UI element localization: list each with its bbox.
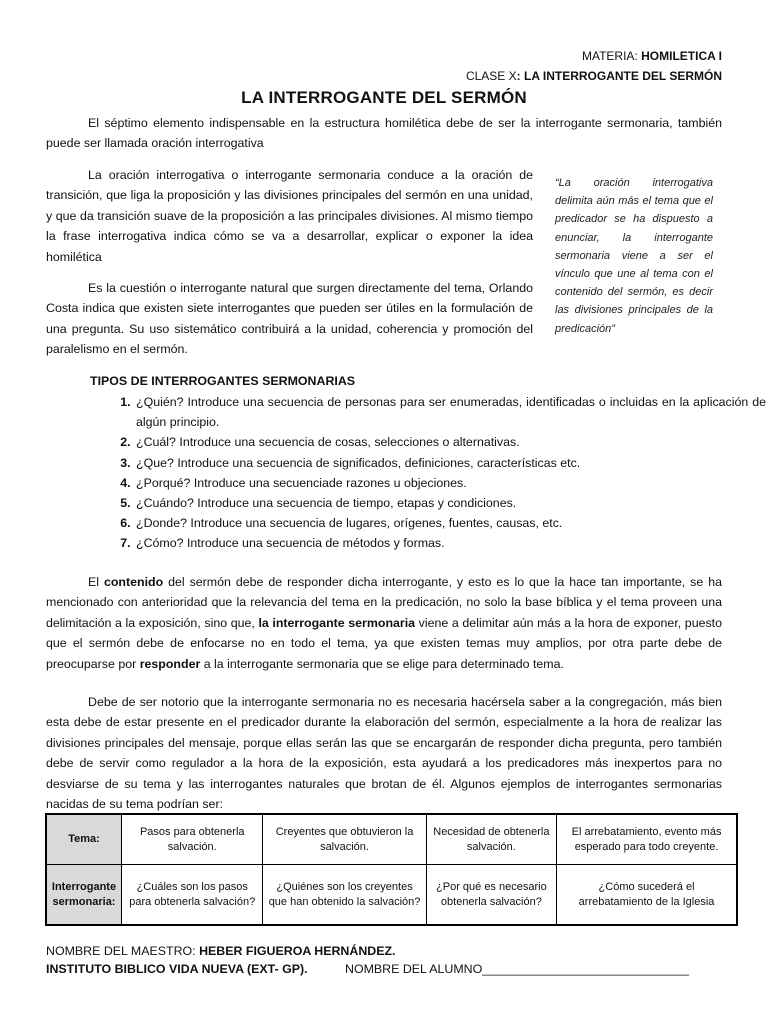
list-item: 6. ¿Donde? Introduce una secuencia de lugares, orígenes, fuentes, causas, etc. xyxy=(134,513,766,533)
side-quote: “La oración interrogativa delimita aún más el tema que el predicador se ha dispuesto a enunciar, la interrogante sermonaria viene a ser el vínculo que une al tema con el contenido del sermón, es decir las divisiones principales de la predicación” xyxy=(555,177,713,335)
tema-label: Tema: xyxy=(46,814,122,865)
list-item: 5. ¿Cuándo? Introduce una secuencia de tiempo, etapas y condiciones. xyxy=(134,493,766,513)
list-item: 4. ¿Porqué? Introduce una secuenciade razones u objeciones. xyxy=(134,473,766,493)
institute-name: INSTITUTO BIBLICO VIDA NUEVA (EXT- GP). xyxy=(46,962,308,976)
table-cell: ¿Cómo sucederá el arrebatamiento de la Iglesia xyxy=(557,865,737,926)
intro-paragraph: El séptimo elemento indispensable en la estructura homilética debe de ser la interrogante sermonaria, también puede ser llamada oración interrogativa xyxy=(46,116,722,151)
transition-paragraph: La oración interrogativa o interrogante sermonaria conduce a la oración de transición, que liga la proposición y las divisiones principales del sermón en una unidad, y que da transición suave de la proposición a las principales divisiones. Al mismo tiempo la frase interrogativa indica cómo se va a desarrollar, explicar o exponer la idea homilética xyxy=(46,168,533,264)
table-cell: El arrebatamiento, evento más esperado para todo creyente. xyxy=(557,814,737,865)
student-name-field: NOMBRE DEL ALUMNO______________________________ xyxy=(345,962,689,976)
header-clase: CLASE X: LA INTERROGANTE DEL SERMÓN xyxy=(465,69,722,83)
table-row xyxy=(46,814,737,865)
list-item: 7. ¿Cómo? Introduce una secuencia de métodos y formas. xyxy=(134,533,766,553)
content-paragraph: El contenido del sermón debe de responder dicha interrogante, y esto es lo que la hace tan importante, se ha mencionado con anterioridad que la relevancia del tema en la predicación, no solo la base bíblica y el tema proveen una delimitación a la exposición, sino que, la interrogante sermonaria viene a delimitar aún más a la hora de exponer, puesto que el sermón debe de enfocarse no en todo el tema, ya que existen temas muy amplios, por otra parte debe de preocuparse por responder a la interrogante sermonaria que se elige para determinado tema. xyxy=(46,575,723,671)
notorious-paragraph: Debe de ser notorio que la interrogante sermonaria no es necesaria hacérsela saber a la congregación, más bien esta debe de estar presente en el predicador durante la elaboración del sermón, especialmente a la hora de realizar las divisiones principales del mensaje, porque ellas serán las que se encargarán de responder dicha pregunta, pero también debe de servir como regulador a la hora de la exposición, esta ayudará a los predicadores más inexpertos para no desviarse de su tema y las interrogantes naturales que brotan de él. Algunos ejemplos de interrogantes sermonarias nacidas de su tema podrían ser: xyxy=(46,695,722,812)
table-row xyxy=(46,865,737,926)
table-cell: Creyentes que obtuvieron la salvación. xyxy=(263,814,426,865)
types-list xyxy=(90,392,766,554)
examples-table xyxy=(45,813,738,926)
list-item: 1. ¿Quién? Introduce una secuencia de personas para ser enumeradas, identificadas o incluidas en la aplicación de algún principio. xyxy=(134,392,766,432)
types-heading: TIPOS DE INTERROGANTES SERMONARIAS xyxy=(90,374,356,388)
table-cell: Pasos para obtenerla salvación. xyxy=(122,814,263,865)
table-cell: ¿Por qué es necesario obtenerla salvación? xyxy=(426,865,557,926)
table-cell: ¿Cuáles son los pasos para obtenerla salvación? xyxy=(122,865,263,926)
teacher-name: NOMBRE DEL MAESTRO: HEBER FIGUEROA HERNÁNDEZ. xyxy=(46,944,396,958)
list-item: 3. ¿Que? Introduce una secuencia de significados, definiciones, características etc. xyxy=(134,453,766,473)
interrogante-label: Interrogante sermonaria: xyxy=(46,865,122,926)
table-cell: Necesidad de obtenerla salvación. xyxy=(426,814,557,865)
page-title: LA INTERROGANTE DEL SERMÓN xyxy=(241,88,527,107)
table-cell: ¿Quiénes son los creyentes que han obtenido la salvación? xyxy=(263,865,426,926)
list-item: 2. ¿Cuál? Introduce una secuencia de cosas, selecciones o alternativas. xyxy=(134,432,766,452)
header-materia: MATERIA: HOMILETICA I xyxy=(581,49,722,63)
natural-question-paragraph: Es la cuestión o interrogante natural que surgen directamente del tema, Orlando Costa indica que existen siete interrogantes que pueden ser útiles en la formulación de una pregunta. Su uso sistemático contribuirá a la unidad, coherencia y promoción del paralelismo en el sermón. xyxy=(46,281,533,357)
